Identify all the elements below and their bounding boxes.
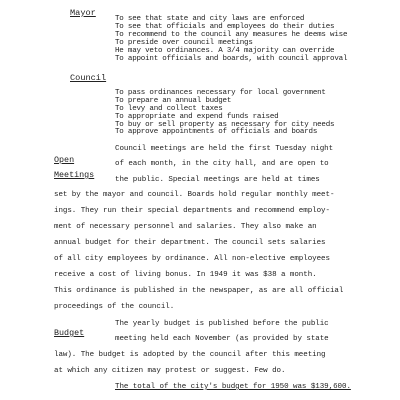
mayor-duty-3: To recommend to the council any measures he deems wise bbox=[115, 31, 348, 39]
open-meetings-line-2: of each month, in the city hall, and are open to bbox=[115, 160, 329, 168]
mayor-heading: Mayor bbox=[70, 8, 96, 18]
mayor-duty-4: To preside over council meetings bbox=[115, 39, 253, 47]
open-meetings-line-4: set by the mayor and council. Boards hold regular monthly meet- bbox=[54, 191, 335, 199]
mayor-duty-2: To see that officials and employees do their duties bbox=[115, 23, 335, 31]
open-meetings-line-3: the public. Special meetings are held at times bbox=[115, 176, 320, 184]
budget-heading: Budget bbox=[54, 328, 85, 338]
open-meetings-line-8: of all city employees by ordinance. All non-elective employees bbox=[54, 255, 330, 263]
open-meetings-line-11: proceedings of the council. bbox=[54, 303, 175, 311]
open-meetings-heading-1: Open bbox=[54, 155, 75, 165]
council-heading: Council bbox=[70, 73, 107, 83]
council-duty-3: To levy and collect taxes bbox=[115, 105, 223, 113]
open-meetings-line-5: ings. They run their special departments and recommend employ- bbox=[54, 207, 330, 215]
open-meetings-line-6: ment of necessary personnel and salaries. They also make an bbox=[54, 223, 317, 231]
budget-line-1: The yearly budget is published before the public bbox=[115, 320, 329, 328]
mayor-duty-5: He may veto ordinances. A 3/4 majority can override bbox=[115, 47, 335, 55]
mayor-duty-1: To see that state and city laws are enforced bbox=[115, 15, 305, 23]
council-duty-1: To pass ordinances necessary for local government bbox=[115, 89, 326, 97]
open-meetings-line-7: annual budget for their department. The council sets salaries bbox=[54, 239, 326, 247]
council-duty-2: To prepare an annual budget bbox=[115, 97, 232, 105]
open-meetings-line-1: Council meetings are held the first Tuesday night bbox=[115, 145, 334, 153]
open-meetings-line-10: This ordinance is published in the newspaper, as are all official bbox=[54, 287, 344, 295]
council-duty-6: To approve appointments of officials and boards bbox=[115, 128, 318, 136]
council-duty-5: To buy or sell property as necessary for city needs bbox=[115, 121, 335, 129]
budget-line-2: meeting held each November (as provided by state bbox=[115, 335, 329, 343]
budget-line-4: at which any citizen may protest or suggest. Few do. bbox=[54, 367, 286, 375]
open-meetings-heading-2: Meetings bbox=[54, 170, 95, 180]
open-meetings-line-9: receive a cost of living bonus. In 1949 it was $38 a month. bbox=[54, 271, 317, 279]
budget-total-line: The total of the city's budget for 1950 was $139,600. bbox=[115, 383, 351, 391]
budget-line-3: law). The budget is adopted by the council after this meeting bbox=[54, 351, 326, 359]
council-duty-4: To appropriate and expend funds raised bbox=[115, 113, 279, 121]
mayor-duty-6: To appoint officials and boards, with council approval bbox=[115, 55, 348, 63]
